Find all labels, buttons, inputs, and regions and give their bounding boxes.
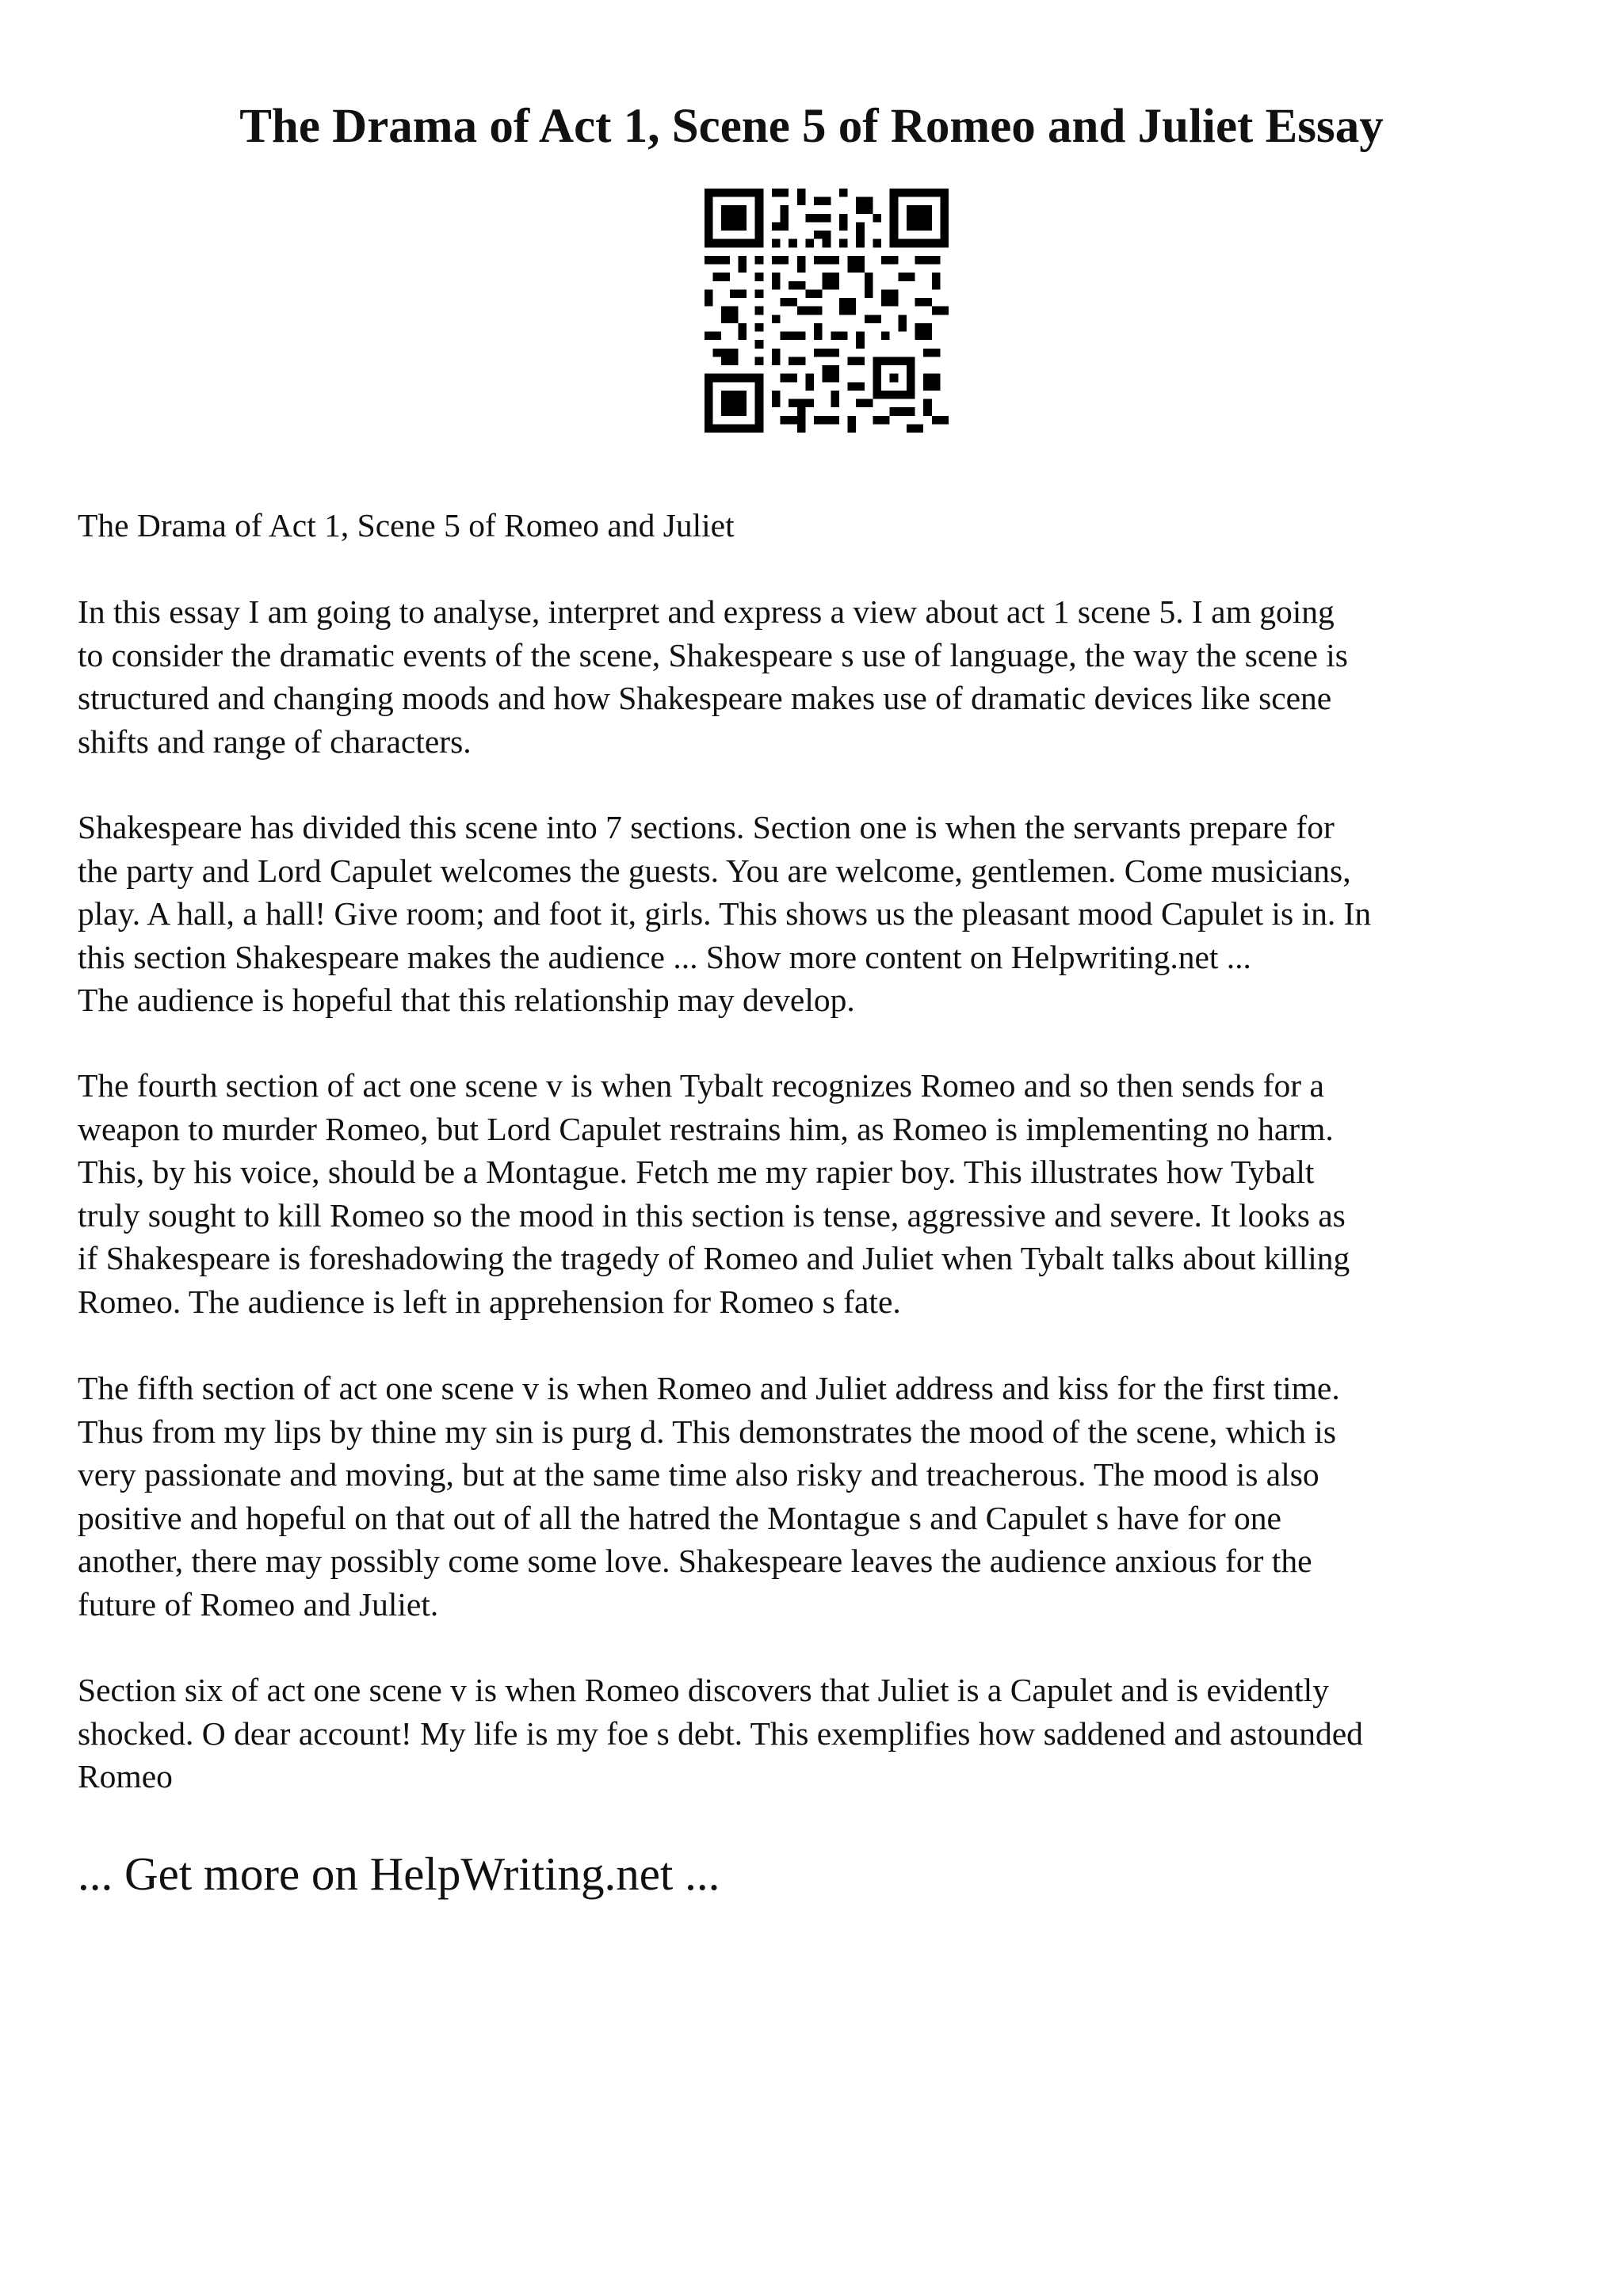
paragraph-line: structured and changing moods and how Shakespeare makes use of dramatic devices like scene [78, 680, 1332, 716]
paragraph-line: Shakespeare has divided this scene into 7 sections. Section one is when the servants prepare for [78, 809, 1335, 845]
document-title: The Drama of Act 1, Scene 5 of Romeo and Juliet Essay [239, 100, 1384, 153]
paragraph-line: The fifth section of act one scene v is when Romeo and Juliet address and kiss for the first time. [78, 1370, 1340, 1406]
paragraph-line: play. A hall, a hall! Give room; and foot it, girls. This shows us the pleasant mood Capulet is in. In [78, 895, 1372, 932]
paragraph-line: truly sought to kill Romeo so the mood in this section is tense, aggressive and severe. It looks as [78, 1196, 1346, 1234]
paragraph-line: to consider the dramatic events of the scene, Shakespeare s use of language, the way the scene is [78, 636, 1348, 673]
get-more-link[interactable]: ... Get more on HelpWriting.net ... [78, 1848, 720, 1900]
paragraph-sections [78, 806, 1568, 1022]
paragraph-line: positive and hopeful on that out of all the hatred the Montague s and Capulet s have for one [78, 1499, 1281, 1536]
paragraph-line: very passionate and moving, but at the same time also risky and treacherous. The mood is also [78, 1456, 1319, 1493]
paragraph-line: In this essay I am going to analyse, interpret and express a view about act 1 scene 5. I am going [78, 593, 1335, 630]
paragraph-line: This, by his voice, should be a Montague. Fetch me my rapier boy. This illustrates how Tybalt [78, 1154, 1315, 1190]
paragraph-line: this section Shakespeare makes the audience ... Show more content on Helpwriting.net ... [78, 938, 1251, 975]
paragraph-line: if Shakespeare is foreshadowing the tragedy of Romeo and Juliet when Tybalt talks about killing [78, 1240, 1350, 1276]
paragraph-sixth-section [78, 1669, 1568, 1798]
paragraph-fourth-section [78, 1064, 1568, 1323]
document-subtitle: The Drama of Act 1, Scene 5 of Romeo and Juliet [78, 507, 735, 543]
paragraph-line: the party and Lord Capulet welcomes the guests. You are welcome, gentlemen. Come musicians, [78, 852, 1351, 889]
paragraph-line: weapon to murder Romeo, but Lord Capulet restrains him, as Romeo is implementing no harm. [78, 1110, 1334, 1147]
paragraph-intro [78, 590, 1568, 763]
paragraph-line: The audience is hopeful that this relationship may develop. [78, 982, 855, 1018]
paragraph-line: another, there may possibly come some love. Shakespeare leaves the audience anxious for the [78, 1543, 1312, 1579]
qr-code-icon [705, 189, 949, 433]
paragraph-line: Romeo. The audience is left in apprehension for Romeo s fate. [78, 1283, 901, 1320]
paragraph-fifth-section [78, 1367, 1568, 1626]
qr-code-graphic [705, 189, 949, 433]
paragraph-line: The fourth section of act one scene v is when Tybalt recognizes Romeo and so then sends for a [78, 1067, 1324, 1104]
paragraph-line: future of Romeo and Juliet. [78, 1585, 439, 1623]
paragraph-line: shifts and range of characters. [78, 723, 472, 760]
paragraph-line: Section six of act one scene v is when Romeo discovers that Juliet is a Capulet and is evidently [78, 1672, 1329, 1708]
paragraph-line: Thus from my lips by thine my sin is purg d. This demonstrates the mood of the scene, which is [78, 1413, 1336, 1450]
paragraph-line: Romeo [78, 1758, 173, 1794]
paragraph-line: shocked. O dear account! My life is my foe s debt. This exemplifies how saddened and astounded [78, 1714, 1363, 1752]
